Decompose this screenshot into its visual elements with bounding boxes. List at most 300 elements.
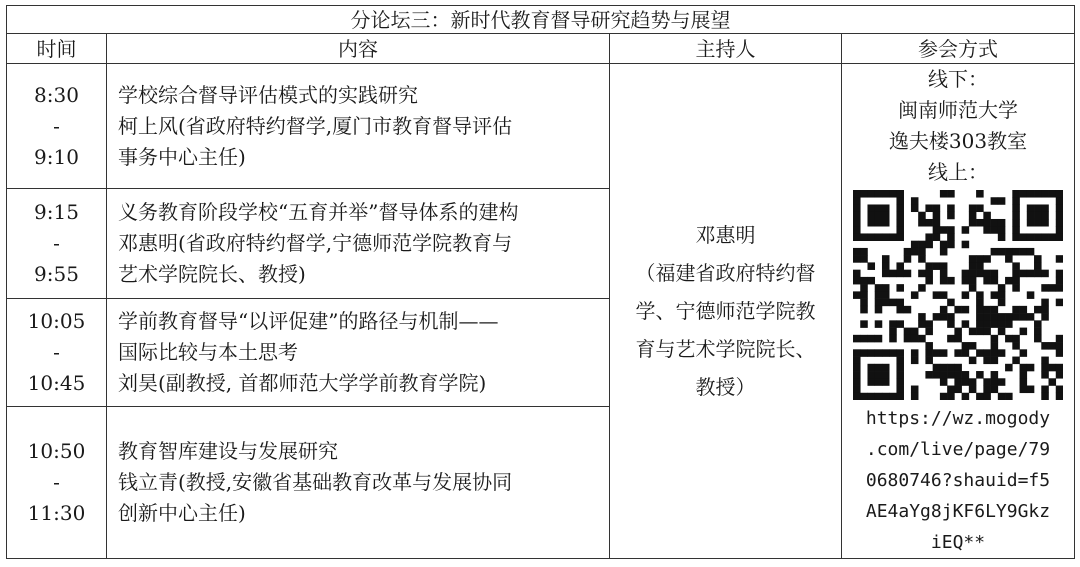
qr-module (925, 270, 933, 278)
qr-module (1005, 393, 1013, 400)
qr-module (1012, 233, 1020, 241)
qr-module (1027, 364, 1035, 372)
qr-module (1056, 190, 1063, 198)
qr-module (1034, 320, 1042, 328)
qr-module (1020, 349, 1028, 357)
qr-module (896, 284, 904, 292)
qr-module (1041, 386, 1049, 394)
qr-module (962, 371, 970, 379)
time-sep: - (53, 339, 60, 364)
qr-module (896, 378, 904, 386)
time-end: 11:30 (27, 500, 86, 525)
qr-module (867, 190, 875, 198)
qr-module (998, 219, 1006, 227)
qr-module (875, 212, 883, 220)
qr-module (853, 197, 861, 205)
qr-module (969, 212, 977, 220)
qr-module (1027, 291, 1035, 299)
qr-module (969, 357, 977, 365)
qr-module (991, 371, 999, 379)
qr-module (853, 393, 861, 400)
qr-module (998, 299, 1006, 307)
qr-module (933, 204, 941, 212)
qr-module (1012, 284, 1020, 292)
qr-module (991, 320, 999, 328)
session-time (7, 298, 107, 406)
qr-module (1056, 349, 1063, 357)
qr-module (1049, 364, 1057, 372)
qr-module (976, 313, 984, 321)
qr-module (1056, 212, 1063, 220)
qr-module (1012, 197, 1020, 205)
host-cell (610, 64, 842, 559)
qr-module (882, 204, 890, 212)
qr-module (969, 328, 977, 336)
qr-module (1034, 262, 1042, 270)
qr-module (1005, 277, 1013, 285)
qr-module (976, 371, 984, 379)
session-content (107, 189, 610, 299)
qr-module (925, 357, 933, 365)
qr-module (860, 248, 868, 256)
qr-module (853, 349, 861, 357)
qr-module (867, 219, 875, 227)
qr-module (896, 219, 904, 227)
qr-module (1056, 255, 1063, 263)
qr-module (940, 241, 948, 249)
qr-module (853, 255, 861, 263)
qr-module (853, 212, 861, 220)
qr-module (983, 226, 991, 234)
session-time (7, 64, 107, 189)
time-end: 9:10 (34, 144, 79, 169)
header-host: 主持人 (610, 34, 842, 64)
qr-module (1041, 371, 1049, 379)
qr-module (962, 270, 970, 278)
qr-module (976, 306, 984, 314)
qr-module (925, 204, 933, 212)
session-topic: 学前教育督导“以评促建”的路径与机制—— (118, 308, 499, 333)
qr-module (875, 190, 883, 198)
qr-module (998, 233, 1006, 241)
qr-module (940, 349, 948, 357)
qr-module (853, 378, 861, 386)
qr-module (882, 219, 890, 227)
qr-module (1034, 306, 1042, 314)
header-time: 时间 (7, 34, 107, 64)
qr-module (1041, 313, 1049, 321)
qr-module (911, 335, 919, 343)
qr-module (867, 204, 875, 212)
qr-module (882, 255, 890, 263)
qr-module (1034, 204, 1042, 212)
qr-module (867, 262, 875, 270)
qr-module (940, 291, 948, 299)
qr-module (962, 342, 970, 350)
qr-module (947, 364, 955, 372)
qr-module (940, 364, 948, 372)
qr-module (918, 212, 926, 220)
online-label: 线上： (928, 160, 988, 184)
qr-module (853, 357, 861, 365)
qr-module (933, 212, 941, 220)
qr-module (1041, 306, 1049, 314)
qr-module (911, 248, 919, 256)
qr-module (1012, 190, 1020, 198)
qr-module (1027, 386, 1035, 394)
qr-module (853, 233, 861, 241)
qr-module (860, 393, 868, 400)
qr-module (1020, 233, 1028, 241)
qr-module (867, 378, 875, 386)
qr-module (1056, 197, 1063, 205)
qr-module (1012, 226, 1020, 234)
live-url-line[interactable]: iEQ** (930, 532, 986, 553)
qr-module (1049, 233, 1057, 241)
qr-module (860, 277, 868, 285)
qr-module (1056, 342, 1063, 350)
qr-module (867, 349, 875, 357)
qr-module (896, 299, 904, 307)
qr-module (991, 378, 999, 386)
qr-module (976, 190, 984, 198)
qr-module (933, 364, 941, 372)
table-title: 分论坛三：新时代教育督导研究趋势与展望 (7, 6, 1075, 34)
qr-module (875, 299, 883, 307)
qr-module (1027, 270, 1035, 278)
qr-module (940, 248, 948, 256)
qr-module (853, 371, 861, 379)
qr-module (976, 219, 984, 227)
qr-module (933, 233, 941, 241)
qr-module (962, 291, 970, 299)
qr-module (867, 212, 875, 220)
header-content: 内容 (107, 34, 610, 64)
title-row (7, 6, 1075, 34)
qr-module (983, 270, 991, 278)
qr-module (954, 371, 962, 379)
qr-module (962, 226, 970, 234)
qr-module (889, 320, 897, 328)
time-start: 8:30 (34, 82, 79, 107)
qr-module (1056, 299, 1063, 307)
qr-module (1020, 270, 1028, 278)
qr-module (889, 190, 897, 198)
qr-module (1034, 219, 1042, 227)
qr-module (889, 233, 897, 241)
qr-module (962, 378, 970, 386)
qr-module (1012, 212, 1020, 220)
qr-module (882, 270, 890, 278)
session-topic: 义务教育阶段学校“五育并举”督导体系的建构 (118, 199, 519, 224)
qr-module (933, 219, 941, 227)
qr-module (933, 349, 941, 357)
time-sep: - (53, 113, 60, 138)
qr-module (991, 313, 999, 321)
qr-module (882, 349, 890, 357)
qr-module (991, 291, 999, 299)
qr-module (1056, 386, 1063, 394)
qr-module (853, 248, 861, 256)
qr-module (969, 284, 977, 292)
qr-module (991, 248, 999, 256)
qr-module (896, 233, 904, 241)
table-row (7, 64, 1075, 189)
qr-module (918, 270, 926, 278)
qr-module (983, 306, 991, 314)
qr-module (976, 204, 984, 212)
qr-module (889, 328, 897, 336)
session-speaker-cont: 创新中心主任) (118, 500, 246, 525)
qr-module (947, 226, 955, 234)
qr-module (1041, 393, 1049, 400)
qr-module (976, 349, 984, 357)
qr-module (954, 306, 962, 314)
qr-module (925, 262, 933, 270)
qr-module (882, 378, 890, 386)
qr-module (925, 219, 933, 227)
time-sep: - (53, 230, 60, 255)
qr-module (918, 219, 926, 227)
qr-module (1005, 248, 1013, 256)
qr-module (1056, 219, 1063, 227)
qr-module (918, 255, 926, 263)
qr-module (1027, 190, 1035, 198)
qr-module (1020, 364, 1028, 372)
qr-module (962, 320, 970, 328)
qr-module (1049, 378, 1057, 386)
qr-module (1005, 313, 1013, 321)
qr-module (947, 335, 955, 343)
qr-module (983, 277, 991, 285)
qr-module (925, 342, 933, 350)
time-end: 9:55 (34, 261, 79, 286)
qr-module (969, 262, 977, 270)
qr-module (947, 233, 955, 241)
qr-module (1056, 335, 1063, 343)
qr-module (925, 320, 933, 328)
qr-module (1020, 313, 1028, 321)
qr-module (1005, 255, 1013, 263)
qr-module (976, 255, 984, 263)
qr-module (853, 190, 861, 198)
session-time (7, 406, 107, 558)
qr-module (1056, 270, 1063, 278)
qr-module (962, 393, 970, 400)
qr-module (889, 299, 897, 307)
qr-module (947, 313, 955, 321)
time-start: 9:15 (34, 199, 79, 224)
qr-module (911, 357, 919, 365)
qr-module (896, 226, 904, 234)
qr-module (998, 248, 1006, 256)
qr-module (933, 291, 941, 299)
qr-module (1034, 190, 1042, 198)
qr-module (991, 335, 999, 343)
qr-module (962, 241, 970, 249)
qr-module (969, 277, 977, 285)
qr-module (983, 386, 991, 394)
qr-module (875, 233, 883, 241)
qr-module (947, 212, 955, 220)
qr-module (954, 386, 962, 394)
qr-module (933, 226, 941, 234)
header-row (7, 34, 1075, 64)
qr-module (896, 270, 904, 278)
qr-module (925, 328, 933, 336)
qr-module (998, 291, 1006, 299)
qr-module (991, 386, 999, 394)
qr-module (853, 335, 861, 343)
qr-module (875, 320, 883, 328)
host-title-line: 育与艺术学院院长、 (635, 337, 816, 361)
qr-module (875, 306, 883, 314)
session-speaker: 邓惠明(省政府特约督学,宁德师范学院教育与 (118, 230, 513, 255)
session-speaker: 钱立青(教授,安徽省基础教育改革与发展协同 (118, 469, 513, 494)
time-end: 10:45 (27, 370, 86, 395)
qr-module (918, 241, 926, 249)
qr-module (860, 306, 868, 314)
qr-module (1034, 233, 1042, 241)
qr-module (998, 378, 1006, 386)
qr-module (1027, 233, 1035, 241)
qr-module (1041, 364, 1049, 372)
method-cell (842, 64, 1075, 559)
qr-module (911, 328, 919, 336)
qr-module (1041, 212, 1049, 220)
qr-module (882, 190, 890, 198)
qr-module (853, 291, 861, 299)
qr-module (940, 306, 948, 314)
qr-module (875, 371, 883, 379)
qr-module (1056, 277, 1063, 285)
qr-module (1020, 371, 1028, 379)
qr-module (889, 349, 897, 357)
qr-module (860, 233, 868, 241)
qr-module (1049, 190, 1057, 198)
qr-module (860, 299, 868, 307)
qr-module (969, 270, 977, 278)
qr-module (976, 320, 984, 328)
qr-module (904, 306, 912, 314)
qr-module (904, 270, 912, 278)
qr-module (947, 393, 955, 400)
qr-module (962, 349, 970, 357)
qr-module (940, 277, 948, 285)
session-topic: 学校综合督导评估模式的实践研究 (118, 82, 418, 107)
qr-module (954, 349, 962, 357)
qr-module (1056, 364, 1063, 372)
live-url-line[interactable]: 0680746?shauid=f5 (865, 470, 1051, 491)
qr-module (896, 364, 904, 372)
qr-module (853, 364, 861, 372)
qr-module (947, 371, 955, 379)
qr-module (1041, 284, 1049, 292)
qr-module (947, 204, 955, 212)
session-speaker: 刘昊(副教授, 首都师范大学学前教育学院) (118, 370, 487, 395)
qr-module (925, 233, 933, 241)
qr-code-icon[interactable] (853, 190, 1063, 400)
qr-module (867, 335, 875, 343)
qr-module (954, 328, 962, 336)
qr-module (969, 219, 977, 227)
qr-module (962, 306, 970, 314)
host-name: 邓惠明 (695, 223, 756, 247)
qr-module (983, 255, 991, 263)
qr-module (1041, 342, 1049, 350)
qr-module (940, 371, 948, 379)
qr-module (875, 393, 883, 400)
host-title-line: （福建省政府特约督 (635, 261, 816, 285)
qr-module (991, 306, 999, 314)
qr-module (867, 364, 875, 372)
qr-module (969, 386, 977, 394)
qr-module (882, 291, 890, 299)
host-title-line: 教授） (695, 375, 756, 399)
qr-module (1041, 357, 1049, 365)
qr-module (875, 349, 883, 357)
qr-module (911, 386, 919, 394)
qr-module (918, 335, 926, 343)
live-url-line[interactable]: .com/live/page/79 (865, 439, 1051, 460)
qr-module (911, 291, 919, 299)
qr-module (853, 386, 861, 394)
qr-module (853, 226, 861, 234)
qr-module (1041, 270, 1049, 278)
qr-module (991, 342, 999, 350)
qr-module (933, 262, 941, 270)
session-topic: 教育智库建设与发展研究 (118, 438, 338, 463)
qr-module (904, 335, 912, 343)
qr-module (875, 364, 883, 372)
session-speaker-cont: 艺术学院院长、教授) (118, 261, 306, 286)
qr-module (1034, 328, 1042, 336)
session-content (107, 64, 610, 189)
qr-module (954, 378, 962, 386)
qr-module (911, 197, 919, 205)
qr-module (1020, 248, 1028, 256)
qr-module (991, 277, 999, 285)
qr-module (889, 393, 897, 400)
qr-module (998, 393, 1006, 400)
qr-module (947, 320, 955, 328)
qr-module (896, 393, 904, 400)
qr-module (925, 371, 933, 379)
qr-module (998, 226, 1006, 234)
live-url-line[interactable]: AE4aYg8jKF6LY9Gkz (865, 501, 1051, 522)
qr-module (882, 371, 890, 379)
live-url-line[interactable]: https://wz.mogody (865, 408, 1051, 429)
qr-module (1012, 342, 1020, 350)
header-method: 参会方式 (842, 34, 1075, 64)
qr-module (860, 335, 868, 343)
qr-module (882, 299, 890, 307)
qr-module (991, 197, 999, 205)
qr-module (1012, 270, 1020, 278)
qr-module (925, 349, 933, 357)
qr-module (1012, 248, 1020, 256)
qr-module (1049, 342, 1057, 350)
qr-module (1056, 204, 1063, 212)
qr-module (911, 241, 919, 249)
qr-module (1041, 204, 1049, 212)
qr-module (882, 364, 890, 372)
qr-module (875, 378, 883, 386)
qr-module (860, 284, 868, 292)
qr-module (991, 226, 999, 234)
qr-module (1056, 371, 1063, 379)
qr-module (1034, 212, 1042, 220)
